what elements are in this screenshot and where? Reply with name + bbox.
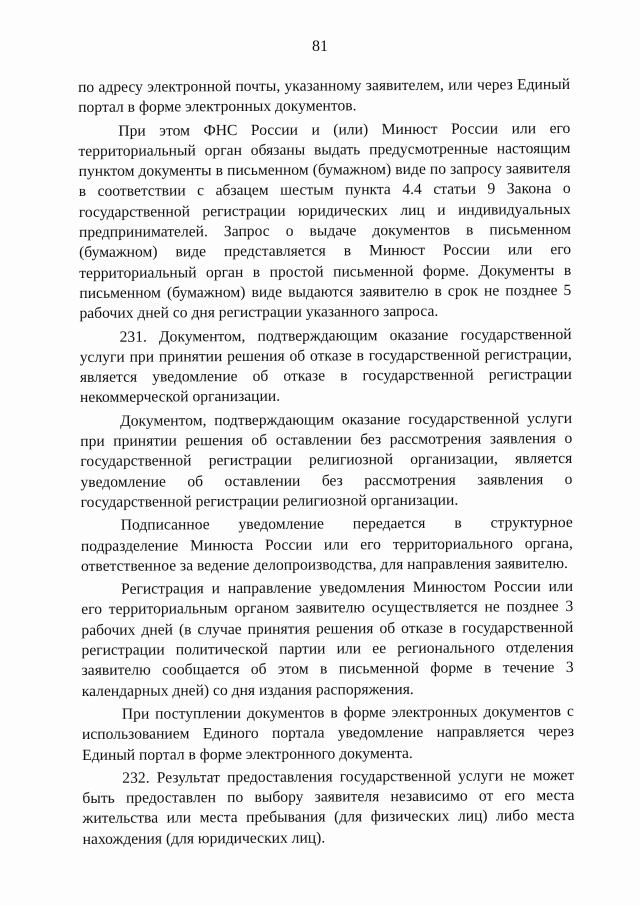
document-body (78, 75, 575, 853)
page-number: 81 (312, 38, 328, 55)
paragraph-electronic-docs: При поступлении документов в форме электронных документов с использованием Единого портала уведомление направляется через Единый портал в форме электронного документа. (81, 702, 575, 764)
paragraph-continuation: по адресу электронной почты, указанному заявителем, или через Единый портал в форме электронных документов. (78, 75, 571, 117)
paragraph-232: 232. Результат предоставления государственной услуги не может быть предоставлен по выбору заявителя независимо от его места жительства или места пребывания (для физических лиц) либо места нахождения (для юридических лиц). (82, 766, 575, 848)
paragraph-signed-notice: Подписанное уведомление передается в структурное подразделение Минюста России или его территориального органа, ответственное за ведение делопроизводства, для направления заявителю. (80, 514, 573, 575)
paragraph-231: 231. Документом, подтверждающим оказание государственной услуги при принятии решения об отказе в государственной регистрации, является уведомление об отказе в государственной регистрации некоммерческой организации. (79, 325, 572, 407)
paragraph-registration-notice: Регистрация и направление уведомления Минюстом России или его территориальным органом заявителю осуществляется не позднее 3 рабочих дней (в случае принятия решения об отказе в государственной регистрации политической партии или ее регионального отделения заявителю сообщается об этом в письменной форме в течение 3 календарных дней) со дня издания распоряжения. (81, 578, 574, 700)
paragraph-document-issuance: При этом ФНС России и (или) Минюст России или его территориальный орган обязаны выдать предусмотренные настоящим пунктом документы в письменном (бумажном) виде по запросу заявителя в соответствии с абзацем шестым пункта 4.4 статьи 9 Закона о государственной регистрации юридических лиц и индивидуальных предпринимателей. Запрос о выдаче документов в письменном (бумажном) виде представляется в Минюст России или его территориальный орган в простой письменной форме. Документы в письменном (бумажном) виде выдаются заявителю в срок не позднее 5 рабочих дней со дня регистрации указанного запроса. (78, 119, 572, 323)
paragraph-religious-org: Документом, подтверждающим оказание государственной услуги при принятии решения об оставлении без рассмотрения заявления о государственной регистрации религиозной организации, является уведомление об оставлении без рассмотрения заявления о государственной регистрации религиозной организации. (80, 409, 573, 511)
